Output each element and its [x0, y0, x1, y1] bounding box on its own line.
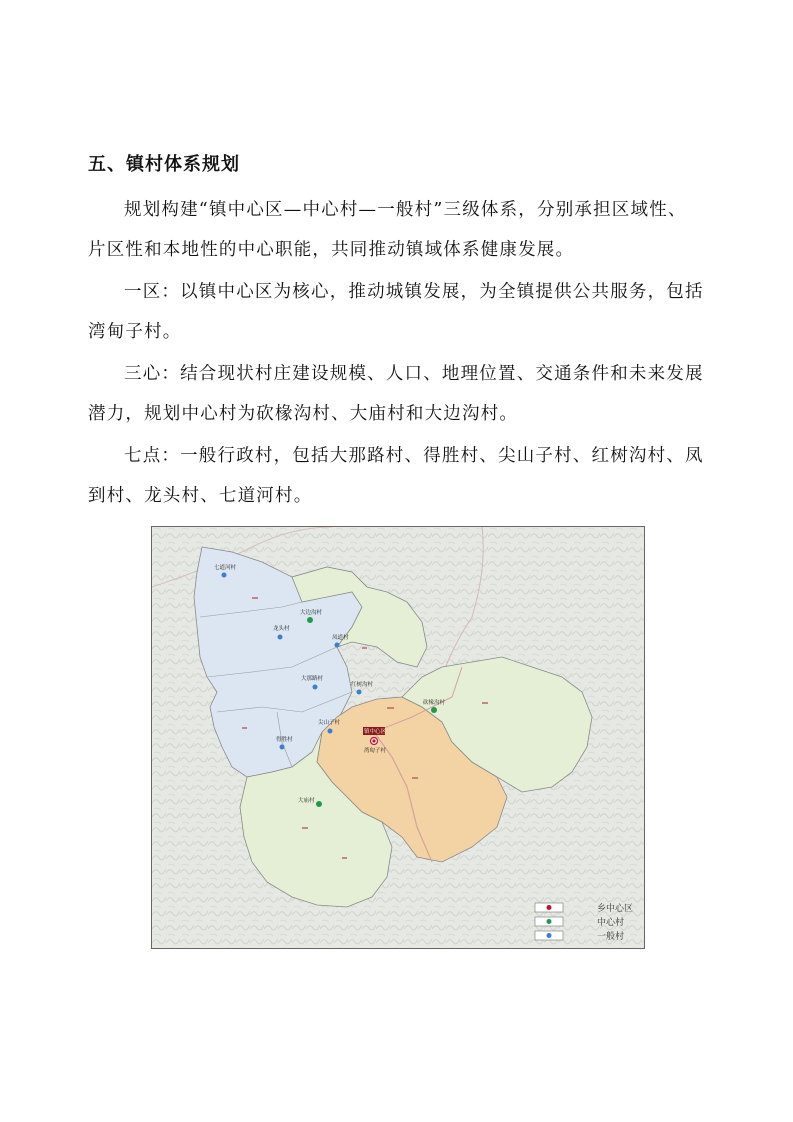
paragraph-line: 到村、龙头村、七道河村。 [88, 486, 313, 506]
paragraph-line: 潜力，规划中心村为砍椽沟村、大庙村和大边沟村。 [88, 404, 519, 424]
village-label-damiao: 大庙村 [298, 798, 315, 804]
paragraph-3 [88, 354, 708, 434]
village-label-longtou: 龙头村 [273, 626, 290, 632]
village-dot-jianshanzi [328, 729, 333, 734]
settlement-patch [342, 857, 347, 859]
village-label-kanchuangou: 砍椽沟村 [423, 700, 446, 706]
settlement-patch [242, 727, 247, 729]
town-center-label: 镇中心区 [364, 729, 387, 735]
village-label-qidaohe: 七道河村 [214, 565, 237, 571]
village-label-hongshugou: 红树沟村 [351, 682, 374, 688]
map-svg [152, 527, 644, 948]
village-label-dabiangou: 大边沟村 [300, 610, 323, 616]
settlement-patch [387, 707, 394, 709]
settlement-patch [412, 777, 418, 779]
legend-dot-general-village [547, 933, 552, 938]
village-dot-damiao [316, 801, 322, 807]
village-dot-longtou [278, 635, 283, 640]
paragraph-line: 片区性和本地性的中心职能，共同推动镇域体系健康发展。 [88, 240, 575, 260]
settlement-patch [302, 827, 308, 829]
village-label-fengdao: 凤道村 [332, 635, 349, 641]
town-center-marker-core [372, 739, 375, 742]
legend-dot-center-village [547, 919, 552, 924]
paragraph-4 [88, 436, 708, 516]
paragraph-line: 规划构建“镇中心区—中心村—一般村”三级体系，分别承担区域性、 [124, 200, 687, 220]
paragraph-line: 湾甸子村。 [88, 322, 182, 342]
village-label-jianshanzi: 尖山子村 [318, 720, 341, 726]
section-heading: 五、镇村体系规划 [88, 154, 240, 175]
paragraph-line: 三心：结合现状村庄建设规模、人口、地理位置、交通条件和未来发展 [124, 364, 704, 384]
village-dot-fengdao [335, 643, 340, 648]
village-label-wandianzi: 湾甸子村 [364, 748, 387, 754]
settlement-patch [252, 597, 258, 599]
legend-label-town-center: 乡中心区 [597, 904, 634, 914]
legend-label-general-village: 一般村 [597, 932, 625, 942]
village-label-danalu: 大那路村 [301, 676, 324, 682]
paragraph-line: 七点：一般行政村，包括大那路村、得胜村、尖山子村、红树沟村、凤 [124, 446, 704, 466]
legend-dot-town-center [547, 905, 552, 910]
paragraph-1 [88, 190, 708, 270]
village-dot-danalu [313, 685, 318, 690]
village-dot-dabiangou [307, 617, 313, 623]
legend-label-center-village: 中心村 [597, 918, 625, 928]
paragraph-line: 一区：以镇中心区为核心，推动城镇发展，为全镇提供公共服务，包括 [124, 282, 704, 302]
settlement-patch [362, 647, 367, 649]
village-label-desheng: 得胜村 [276, 737, 293, 743]
village-dot-hongshugou [357, 690, 362, 695]
settlement-patch [482, 702, 488, 704]
town-village-system-map [151, 526, 645, 949]
village-dot-kanchuangou [431, 707, 437, 713]
village-dot-desheng [280, 745, 285, 750]
village-dot-qidaohe [222, 573, 227, 578]
paragraph-2 [88, 272, 708, 352]
